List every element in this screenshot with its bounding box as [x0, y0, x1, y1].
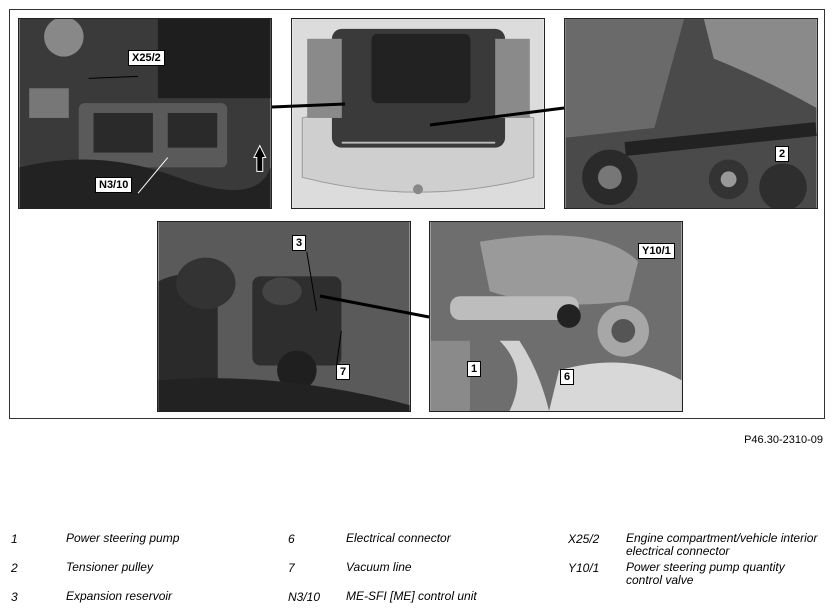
callout-y10-1: Y10/1 [638, 243, 675, 259]
figure-reference: P46.30-2310-09 [744, 434, 823, 446]
photo-tensioner-pulley [564, 18, 818, 209]
legend-key-1: 1 [11, 532, 18, 546]
legend-text-y10-1: Power steering pump quantity control valve [626, 560, 785, 587]
photo-tensioner-image [565, 19, 817, 208]
legend-key-y10-1: Y10/1 [568, 561, 600, 575]
photo-reservoir-image [158, 222, 410, 411]
legend-text-2: Tensioner pulley [66, 560, 153, 574]
legend-key-2: 2 [11, 561, 18, 575]
photo-engine-bay-image [292, 19, 544, 208]
callout-7: 7 [336, 364, 350, 380]
photo-engine-bay-overview [291, 18, 545, 209]
callout-3: 3 [292, 235, 306, 251]
legend-text-x25-2: Engine compartment/vehicle interior electrical connector [626, 531, 818, 558]
photo-control-unit [18, 18, 272, 209]
legend-key-7: 7 [288, 561, 295, 575]
legend-key-3: 3 [11, 590, 18, 604]
callout-2: 2 [775, 146, 789, 162]
callout-n3-10: N3/10 [95, 177, 132, 193]
legend-text-7: Vacuum line [346, 560, 412, 574]
legend-text-3: Expansion reservoir [66, 589, 173, 603]
legend-key-n3-10: N3/10 [288, 590, 321, 604]
legend-text-6: Electrical connector [346, 531, 451, 545]
callout-1: 1 [467, 361, 481, 377]
legend-key-6: 6 [288, 532, 295, 546]
legend-text-n3-10: ME-SFI [ME] control unit [346, 589, 477, 603]
callout-6: 6 [560, 369, 574, 385]
legend-key-x25-2: X25/2 [568, 532, 600, 546]
legend-text-1: Power steering pump [66, 531, 180, 545]
photo-control-unit-image [19, 19, 271, 208]
photo-expansion-reservoir [157, 221, 411, 412]
callout-x25-2: X25/2 [128, 50, 165, 66]
